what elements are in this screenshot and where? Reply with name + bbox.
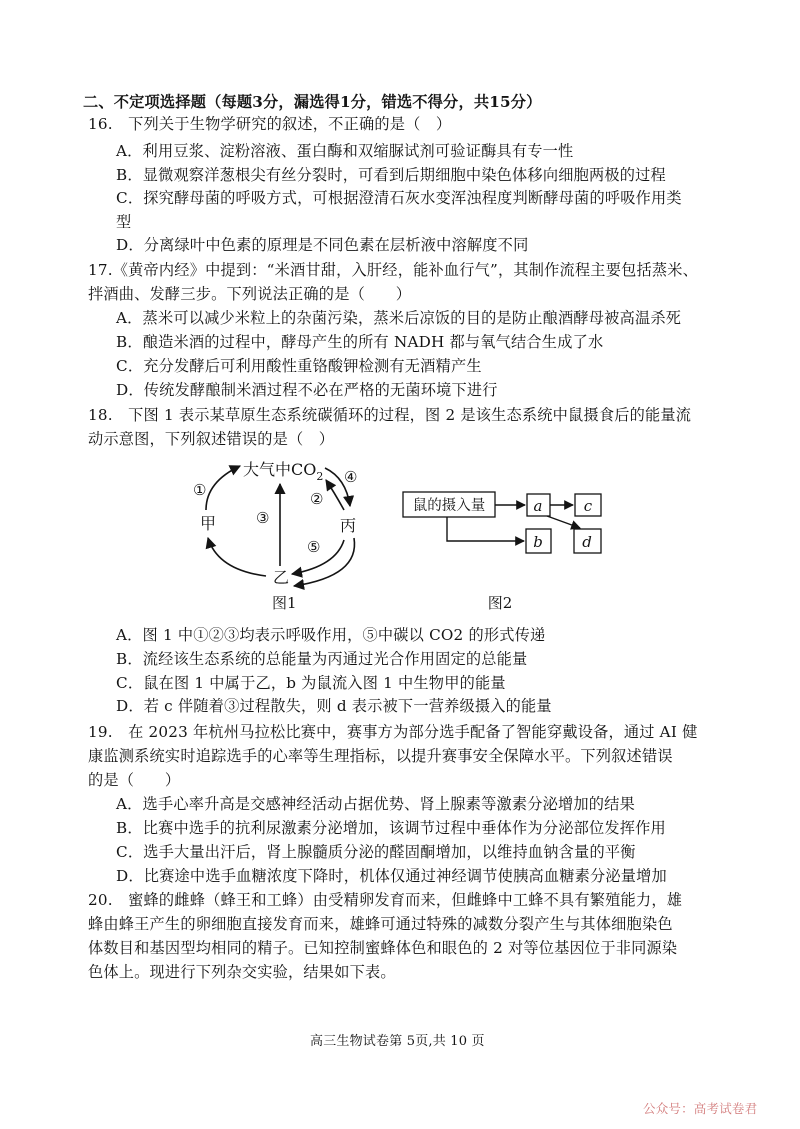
circled-number-3: ③ [256, 509, 270, 527]
q16-option-c: C．探究酵母菌的呼吸方式，可根据澄清石灰水变浑浊程度判断酵母菌的呼吸作用类 [116, 189, 682, 207]
q20-stem-line-4: 色体上。现进行下列杂交实验，结果如下表。 [88, 963, 396, 981]
box-b-label: b [533, 533, 543, 551]
section-header: 二、不定项选择题（每题3分，漏选得1分，错选不得分，共15分） [83, 93, 542, 111]
q17-option-c: C．充分发酵后可利用酸性重铬酸钾检测有无酒精产生 [116, 357, 482, 375]
q19-option-c: C．选手大量出汗后，肾上腺髓质分泌的醛固酮增加，以维持血钠含量的平衡 [116, 843, 636, 861]
q17-option-b: B．酿造米酒的过程中，酵母产生的所有 NADH 都与氧气结合生成了水 [116, 333, 604, 351]
q19-option-d: D．比赛途中选手血糖浓度下降时，机体仅通过神经调节使胰高血糖素分泌量增加 [116, 867, 667, 885]
q19-option-a: A．选手心率升高是交感神经活动占据优势、肾上腺素等激素分泌增加的结果 [116, 795, 635, 813]
circled-number-1: ① [193, 481, 207, 499]
q19-stem-line-1: 19. 在 2023 年杭州马拉松比赛中，赛事方为部分选手配备了智能穿戴设备，通过 AI 健 [88, 723, 698, 741]
q17-option-d: D．传统发酵酿制米酒过程不必在严格的无菌环境下进行 [116, 381, 498, 399]
arrow-2-bing-to-atmosphere [326, 480, 344, 510]
atmosphere-co2-label: 大气中$CO_2$ [243, 460, 324, 483]
q17-option-a: A．蒸米可以减少米粒上的杂菌污染，蒸米后凉饭的目的是防止酿酒酵母被高温杀死 [116, 309, 682, 327]
box-d-label: d [582, 533, 592, 551]
q16-stem: 16. 下列关于生物学研究的叙述，不正确的是（ ） [88, 115, 452, 133]
q18-option-d: D．若 c 伴随着③过程散失，则 d 表示被下一营养级摄入的能量 [116, 697, 552, 715]
q16-option-a: A．利用豆浆、淀粉溶液、蛋白酶和双缩脲试剂可验证酶具有专一性 [116, 142, 574, 160]
page-footer: 高三生物试卷第 5页,共 10 页 [310, 1034, 485, 1049]
q16-option-b: B．显微观察洋葱根尖有丝分裂时，可看到后期细胞中染色体移向细胞两极的过程 [116, 166, 666, 184]
node-bing-label: 丙 [340, 516, 357, 535]
figure-2-energy-flow [403, 492, 601, 612]
node-yi-label: 乙 [273, 568, 290, 587]
q18-option-c: C．鼠在图 1 中属于乙，b 为鼠流入图 1 中生物甲的能量 [116, 674, 506, 692]
q19-option-b: B．比赛中选手的抗利尿激素分泌增加，该调节过程中垂体作为分泌部位发挥作用 [116, 819, 666, 837]
q18-stem-line-2: 动示意图，下列叙述错误的是（ ） [88, 430, 335, 448]
q19-stem-line-3: 的是（ ） [88, 771, 181, 789]
arrow-bing-to-yi-outer [294, 538, 355, 586]
q18-stem-line-1: 18. 下图 1 表示某草原生态系统碳循环的过程，图 2 是该生态系统中鼠摄食后的能量流 [88, 406, 692, 424]
arrow-1-jia-to-atmosphere [206, 466, 240, 510]
q19-stem-line-2: 康监测系统实时追踪选手的心率等生理指标，以提升赛事安全保障水平。下列叙述错误 [88, 747, 673, 765]
q18-option-a: A．图 1 中①②③均表示呼吸作用，⑤中碳以 CO2 的形式传递 [116, 626, 546, 644]
circled-number-2: ② [310, 490, 324, 508]
q16-option-d: D．分离绿叶中色素的原理是不同色素在层析液中溶解度不同 [116, 236, 529, 254]
box-a-label: a [533, 497, 543, 515]
q17-stem-line-2: 拌酒曲、发酵三步。下列说法正确的是（ ） [88, 285, 412, 303]
circled-number-4: ④ [344, 468, 358, 486]
box-c-label: c [583, 497, 593, 515]
figure-1-carbon-cycle [193, 460, 357, 612]
watermark-text: 公众号：高考试卷君 [643, 1101, 758, 1116]
q17-stem-line-1: 17.《黄帝内经》中提到：“米酒甘甜，入肝经，能补血行气”，其制作流程主要包括蒸米、 [88, 261, 699, 279]
arrow-intake-to-b [447, 517, 524, 541]
circled-number-5: ⑤ [307, 538, 321, 556]
q20-stem-line-2: 蜂由蜂王产生的卵细胞直接发育而来，雄蜂可通过特殊的减数分裂产生与其体细胞染色 [88, 915, 673, 933]
box-rodent-intake-label: 鼠的摄入量 [412, 498, 486, 514]
arrow-a-to-d [547, 516, 580, 528]
arrow-yi-to-jia [208, 538, 266, 576]
q20-stem-line-1: 20. 蜜蜂的雌蜂（蜂王和工蜂）由受精卵发育而来，但雌蜂中工蜂不具有繁殖能力，雄 [88, 891, 683, 909]
figure-2-caption: 图2 [487, 594, 513, 612]
node-jia-label: 甲 [200, 514, 217, 533]
q18-option-b: B．流经该生态系统的总能量为丙通过光合作用固定的总能量 [116, 650, 528, 668]
q20-stem-line-3: 体数目和基因型均相同的精子。已知控制蜜蜂体色和眼色的 2 对等位基因位于非同源染 [88, 939, 678, 957]
figure-1-caption: 图1 [272, 594, 297, 612]
q16-option-c-continued: 型 [116, 213, 132, 231]
